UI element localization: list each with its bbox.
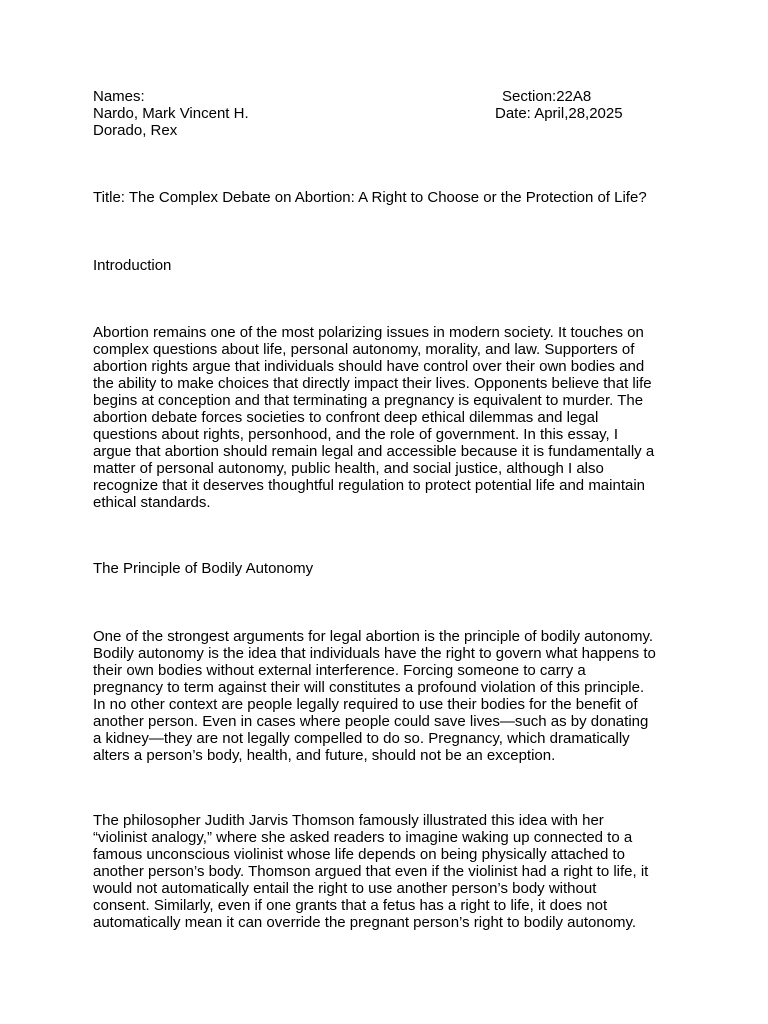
paragraph-line: The philosopher Judith Jarvis Thomson famously illustrated this idea with her xyxy=(93,812,604,829)
paragraph-line: abortion debate forces societies to confront deep ethical dilemmas and legal xyxy=(93,409,599,426)
paragraph-line: In no other context are people legally required to use their bodies for the benefit of xyxy=(93,696,638,713)
introduction-heading: Introduction xyxy=(93,257,172,274)
paragraph-line: automatically mean it can override the pregnant person’s right to bodily autonomy. xyxy=(93,914,637,931)
paragraph-line: pregnancy to term against their will constitutes a profound violation of this principle. xyxy=(93,679,645,696)
paragraph-line: famous unconscious violinist whose life depends on being physically attached to xyxy=(93,846,625,863)
paragraph-line: argue that abortion should remain legal and accessible because it is fundamentally a xyxy=(93,443,655,460)
paragraph-line: One of the strongest arguments for legal abortion is the principle of bodily autonomy. xyxy=(93,628,654,645)
paragraph-line: matter of personal autonomy, public health, and social justice, although I also xyxy=(93,460,604,477)
thomson-paragraph xyxy=(93,812,693,931)
section-label: Section:22A8 xyxy=(502,88,592,105)
paragraph-line: the ability to make choices that directly impact their lives. Opponents believe that life xyxy=(93,375,652,392)
paragraph-line: abortion rights argue that individuals should have control over their own bodies and xyxy=(93,358,645,375)
bodily-autonomy-paragraph xyxy=(93,628,693,764)
date-label: Date: April,28,2025 xyxy=(495,105,623,122)
paragraph-line: alters a person’s body, health, and future, should not be an exception. xyxy=(93,747,556,764)
paragraph-line: their own bodies without external interference. Forcing someone to carry a xyxy=(93,662,586,679)
introduction-paragraph xyxy=(93,324,693,511)
bodily-autonomy-heading: The Principle of Bodily Autonomy xyxy=(93,560,314,577)
paragraph-line: ethical standards. xyxy=(93,494,211,511)
author-name-1: Nardo, Mark Vincent H. xyxy=(93,105,249,122)
paragraph-line: would not automatically entail the right to use another person’s body without xyxy=(93,880,597,897)
paragraph-line: consent. Similarly, even if one grants that a fetus has a right to life, it does not xyxy=(93,897,608,914)
paragraph-line: a kidney—they are not legally compelled to do so. Pregnancy, which dramatically xyxy=(93,730,630,747)
paragraph-line: Bodily autonomy is the idea that individuals have the right to govern what happens to xyxy=(93,645,656,662)
paragraph-line: begins at conception and that terminating a pregnancy is equivalent to murder. The xyxy=(93,392,644,409)
paragraph-line: questions about rights, personhood, and the role of government. In this essay, I xyxy=(93,426,619,443)
names-label: Names: xyxy=(93,88,145,105)
paragraph-line: complex questions about life, personal autonomy, morality, and law. Supporters of xyxy=(93,341,635,358)
paragraph-line: Abortion remains one of the most polarizing issues in modern society. It touches on xyxy=(93,324,644,341)
document-title: Title: The Complex Debate on Abortion: A Right to Choose or the Protection of Life? xyxy=(93,189,647,206)
author-name-2: Dorado, Rex xyxy=(93,122,178,139)
paragraph-line: “violinist analogy,” where she asked readers to imagine waking up connected to a xyxy=(93,829,633,846)
paragraph-line: another person’s body. Thomson argued that even if the violinist had a right to life, it xyxy=(93,863,649,880)
paragraph-line: recognize that it deserves thoughtful regulation to protect potential life and maintain xyxy=(93,477,646,494)
paragraph-line: another person. Even in cases where people could save lives—such as by donating xyxy=(93,713,649,730)
